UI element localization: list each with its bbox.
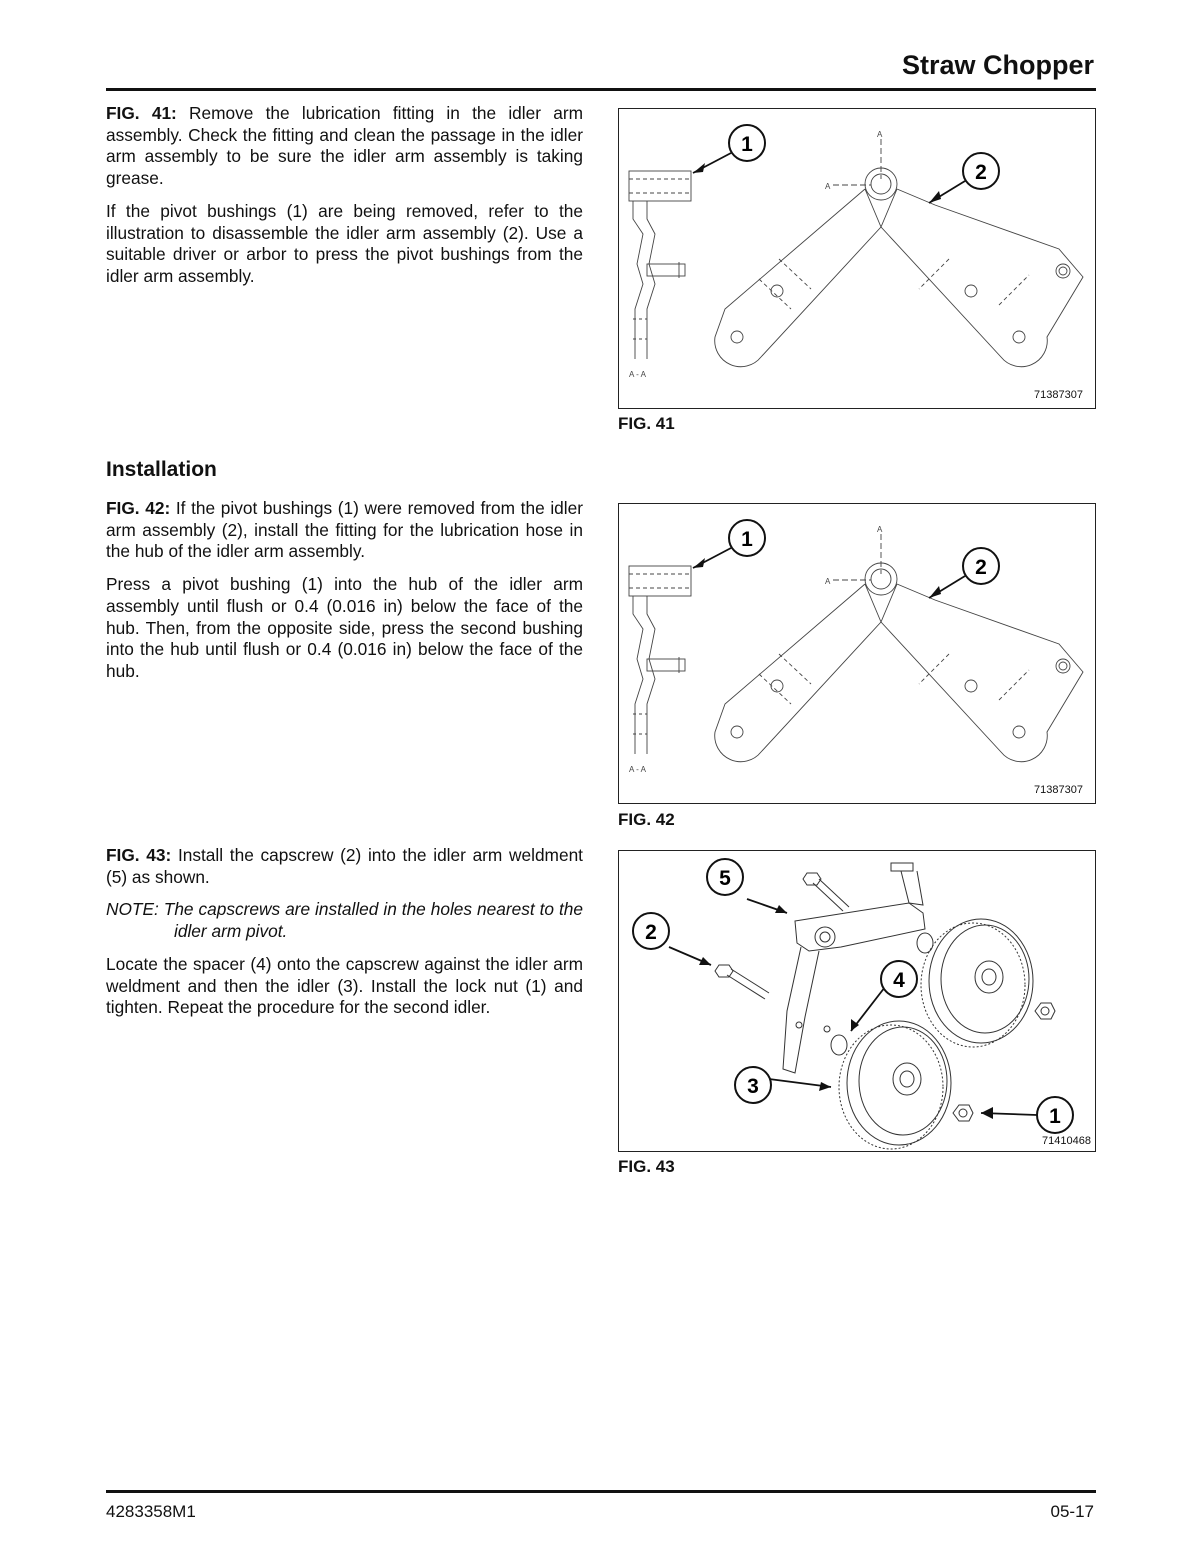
fig43-paragraph [106, 845, 583, 888]
fig41-section-marker-side: A [825, 182, 831, 191]
pivot-bushing-removal-paragraph: If the pivot bushings (1) are being removed, refer to the illustration to disassemble the idler arm assembly (2). Use a suitable driver or arbor to press the pivot bushings from the idler arm assembly. [106, 200, 583, 286]
page-number: 05-17 [1050, 1502, 1094, 1521]
fig43-text-block [106, 845, 583, 1030]
fig42-section-label: A - A [629, 765, 646, 774]
fig43-callout-3: 3 [747, 1075, 759, 1098]
fig43-label: FIG. 43: [106, 845, 172, 865]
fig42-text-block [106, 498, 583, 694]
fig43-part-code: 71410468 [1042, 1135, 1091, 1147]
idler-arm-drawing [619, 504, 1095, 803]
fig42-illustration [618, 503, 1096, 804]
fig41-section-marker-top: A [877, 130, 883, 139]
fig41-illustration [618, 108, 1096, 409]
fig41-instruction: Remove the lubrication fitting in the idler arm assembly. Check the fitting and clean the passage in the idler arm assembly to be sure the idler arm assembly is taking grease. [106, 103, 583, 189]
fig42-callout-2: 2 [975, 556, 987, 579]
fig43-callout-5: 5 [719, 867, 731, 890]
fig42-section-marker-top: A [877, 525, 883, 534]
installation-heading: Installation [106, 458, 217, 481]
fig43-illustration [618, 850, 1096, 1152]
fig43-instruction: Install the capscrew (2) into the idler arm weldment (5) as shown. [106, 845, 583, 887]
fig42-caption: FIG. 42 [618, 810, 675, 829]
fig42-part-code: 71387307 [1034, 784, 1083, 796]
header-rule [106, 88, 1096, 91]
page-header-title: Straw Chopper [901, 50, 1094, 80]
capscrew-note: NOTE: The capscrews are installed in the holes nearest to the idler arm pivot. [106, 899, 583, 942]
footer-rule [106, 1490, 1096, 1493]
fig42-instruction: If the pivot bushings (1) were removed from the idler arm assembly (2), install the fitting for the lubrication hose in the hub of the idler arm assembly. [106, 498, 583, 562]
fig43-callout-4: 4 [893, 969, 905, 992]
fig43-callout-1: 1 [1049, 1105, 1061, 1128]
fig43-callout-2: 2 [645, 921, 657, 944]
document-number: 4283358M1 [106, 1502, 196, 1521]
idler-pulley-assembly-drawing [619, 851, 1095, 1151]
fig43-caption: FIG. 43 [618, 1157, 675, 1176]
fig41-callout-1: 1 [741, 133, 753, 156]
fig41-text-block [106, 103, 583, 299]
spacer-install-paragraph: Locate the spacer (4) onto the capscrew against the idler arm weldment and then the idler (3). Install the lock nut (1) and tighten. Repeat the procedure for the second idler. [106, 953, 583, 1018]
fig41-part-code: 71387307 [1034, 389, 1083, 401]
idler-arm-drawing [619, 109, 1095, 408]
fig41-caption: FIG. 41 [618, 414, 675, 433]
fig41-paragraph [106, 103, 583, 190]
fig41-label: FIG. 41: [106, 103, 177, 123]
fig42-paragraph [106, 498, 583, 563]
fig42-label: FIG. 42: [106, 498, 171, 518]
fig41-callout-2: 2 [975, 161, 987, 184]
fig42-section-marker-side: A [825, 577, 831, 586]
bushing-install-paragraph: Press a pivot bushing (1) into the hub of the idler arm assembly until flush or 0.4 (0.016 in) below the face of the hub. Then, from the opposite side, press the second bushing into the hub until flush or 0.4 (0.016 in) below the face of the hub. [106, 574, 583, 681]
fig41-section-label: A - A [629, 370, 646, 379]
fig42-callout-1: 1 [741, 528, 753, 551]
